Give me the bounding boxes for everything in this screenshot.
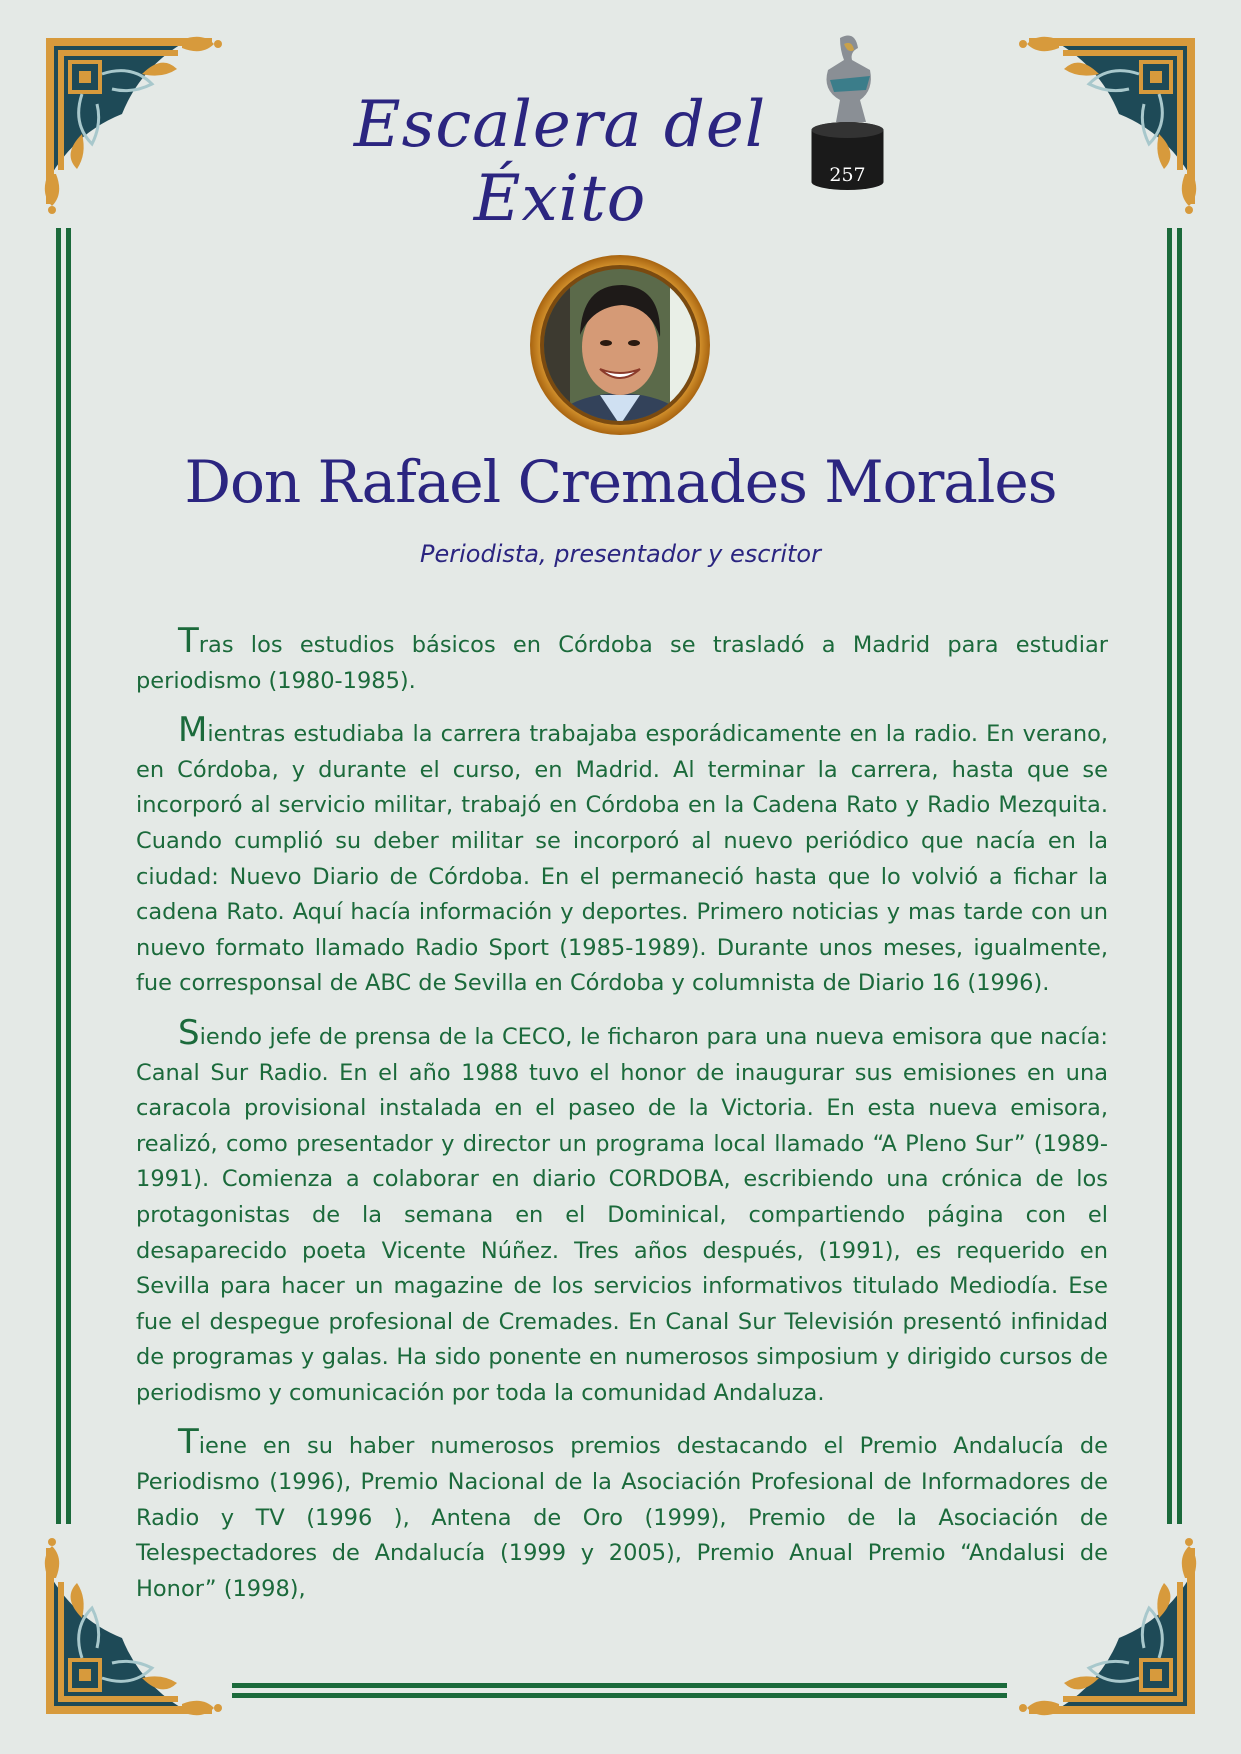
paragraph-initial: T [178, 1422, 199, 1463]
paragraph-initial: S [178, 1012, 200, 1053]
person-subtitle: Periodista, presentador y escritor [420, 540, 821, 568]
paragraph-text: iendo jefe de prensa de la CECO, le ficharon para una nueva emisora que nacía: Canal Sur Radio. En el año 1988 tuvo el honor de inaugurar sus emisiones en una caracola provisional instalada en el paseo de la Victoria. En esta nueva emisora, realizó, como presentador y director un programa local llamado “A Pleno Sur” (1989-1991). Comienza a colaborar en diario CORDOBA, escribiendo una crónica de los protagonistas de la semana en el Dominical, compartiendo página con el desaparecido poeta Vicente Núñez. Tres años después, (1991), es requerido en Sevilla para hacer un magazine de los servicios informativos titulado Mediodía. Ese fue el despegue profesional de Cremades. En Canal Sur Televisión presentó infinidad de programas y galas. Ha sido ponente en numerosos simposium y dirigido cursos de periodismo y comunicación por toda la comunidad Andaluza. [136, 1023, 1108, 1406]
paragraph-initial: M [178, 710, 208, 751]
trophy-badge [800, 30, 895, 190]
paragraph-text: ras los estudios básicos en Córdoba se trasladó a Madrid para estudiar periodismo (1980-1985). [136, 632, 1108, 694]
paragraph [136, 710, 1108, 1002]
paragraph [136, 1012, 1108, 1412]
biography-text [136, 621, 1108, 1625]
border-line-left [56, 228, 72, 1524]
corner-ornament-top-right [1019, 34, 1199, 214]
border-line-right [1167, 228, 1183, 1524]
paragraph [136, 1422, 1108, 1607]
border-line-bottom [232, 1683, 1007, 1699]
portrait-photo [530, 255, 710, 435]
paragraph-text: iene en su haber numerosos premios destacando el Premio Andalucía de Periodismo (1996), Premio Nacional de la Asociación Profesional de Informadores de Radio y TV (1996 ), Antena de Oro (1999), Premio de la Asociación de Telespectadores de Andalucía (1999 y 2005), Premio Anual Premio “Andalusi de Honor” (1998), [136, 1433, 1108, 1602]
header-title: Escalera del Éxito [353, 88, 767, 236]
paragraph [136, 621, 1108, 699]
paragraph-initial: T [178, 621, 199, 661]
paragraph-text: ientras estudiaba la carrera trabajaba esporádicamente en la radio. En verano, en Córdoba, y durante el curso, en Madrid. Al terminar la carrera, hasta que se incorporó al servicio militar, trabajó en Córdoba en la Cadena Rato y Radio Mezquita. Cuando cumplió su deber militar se incorporó al nuevo periódico que nacía en la ciudad: Nuevo Diario de Córdoba. En el permaneció hasta que lo volvió a fichar la cadena Rato. Aquí hacía información y deportes. Primero noticias y mas tarde con un nuevo formato llamado Radio Sport (1985-1989). Durante unos meses, igualmente, fue corresponsal de ABC de Sevilla en Córdoba y columnista de Diario 16 (1996). [136, 721, 1108, 997]
corner-ornament-top-left [42, 34, 222, 214]
trophy-number: 257 [829, 164, 866, 186]
person-name: Don Rafael Cremades Morales [184, 448, 1057, 516]
